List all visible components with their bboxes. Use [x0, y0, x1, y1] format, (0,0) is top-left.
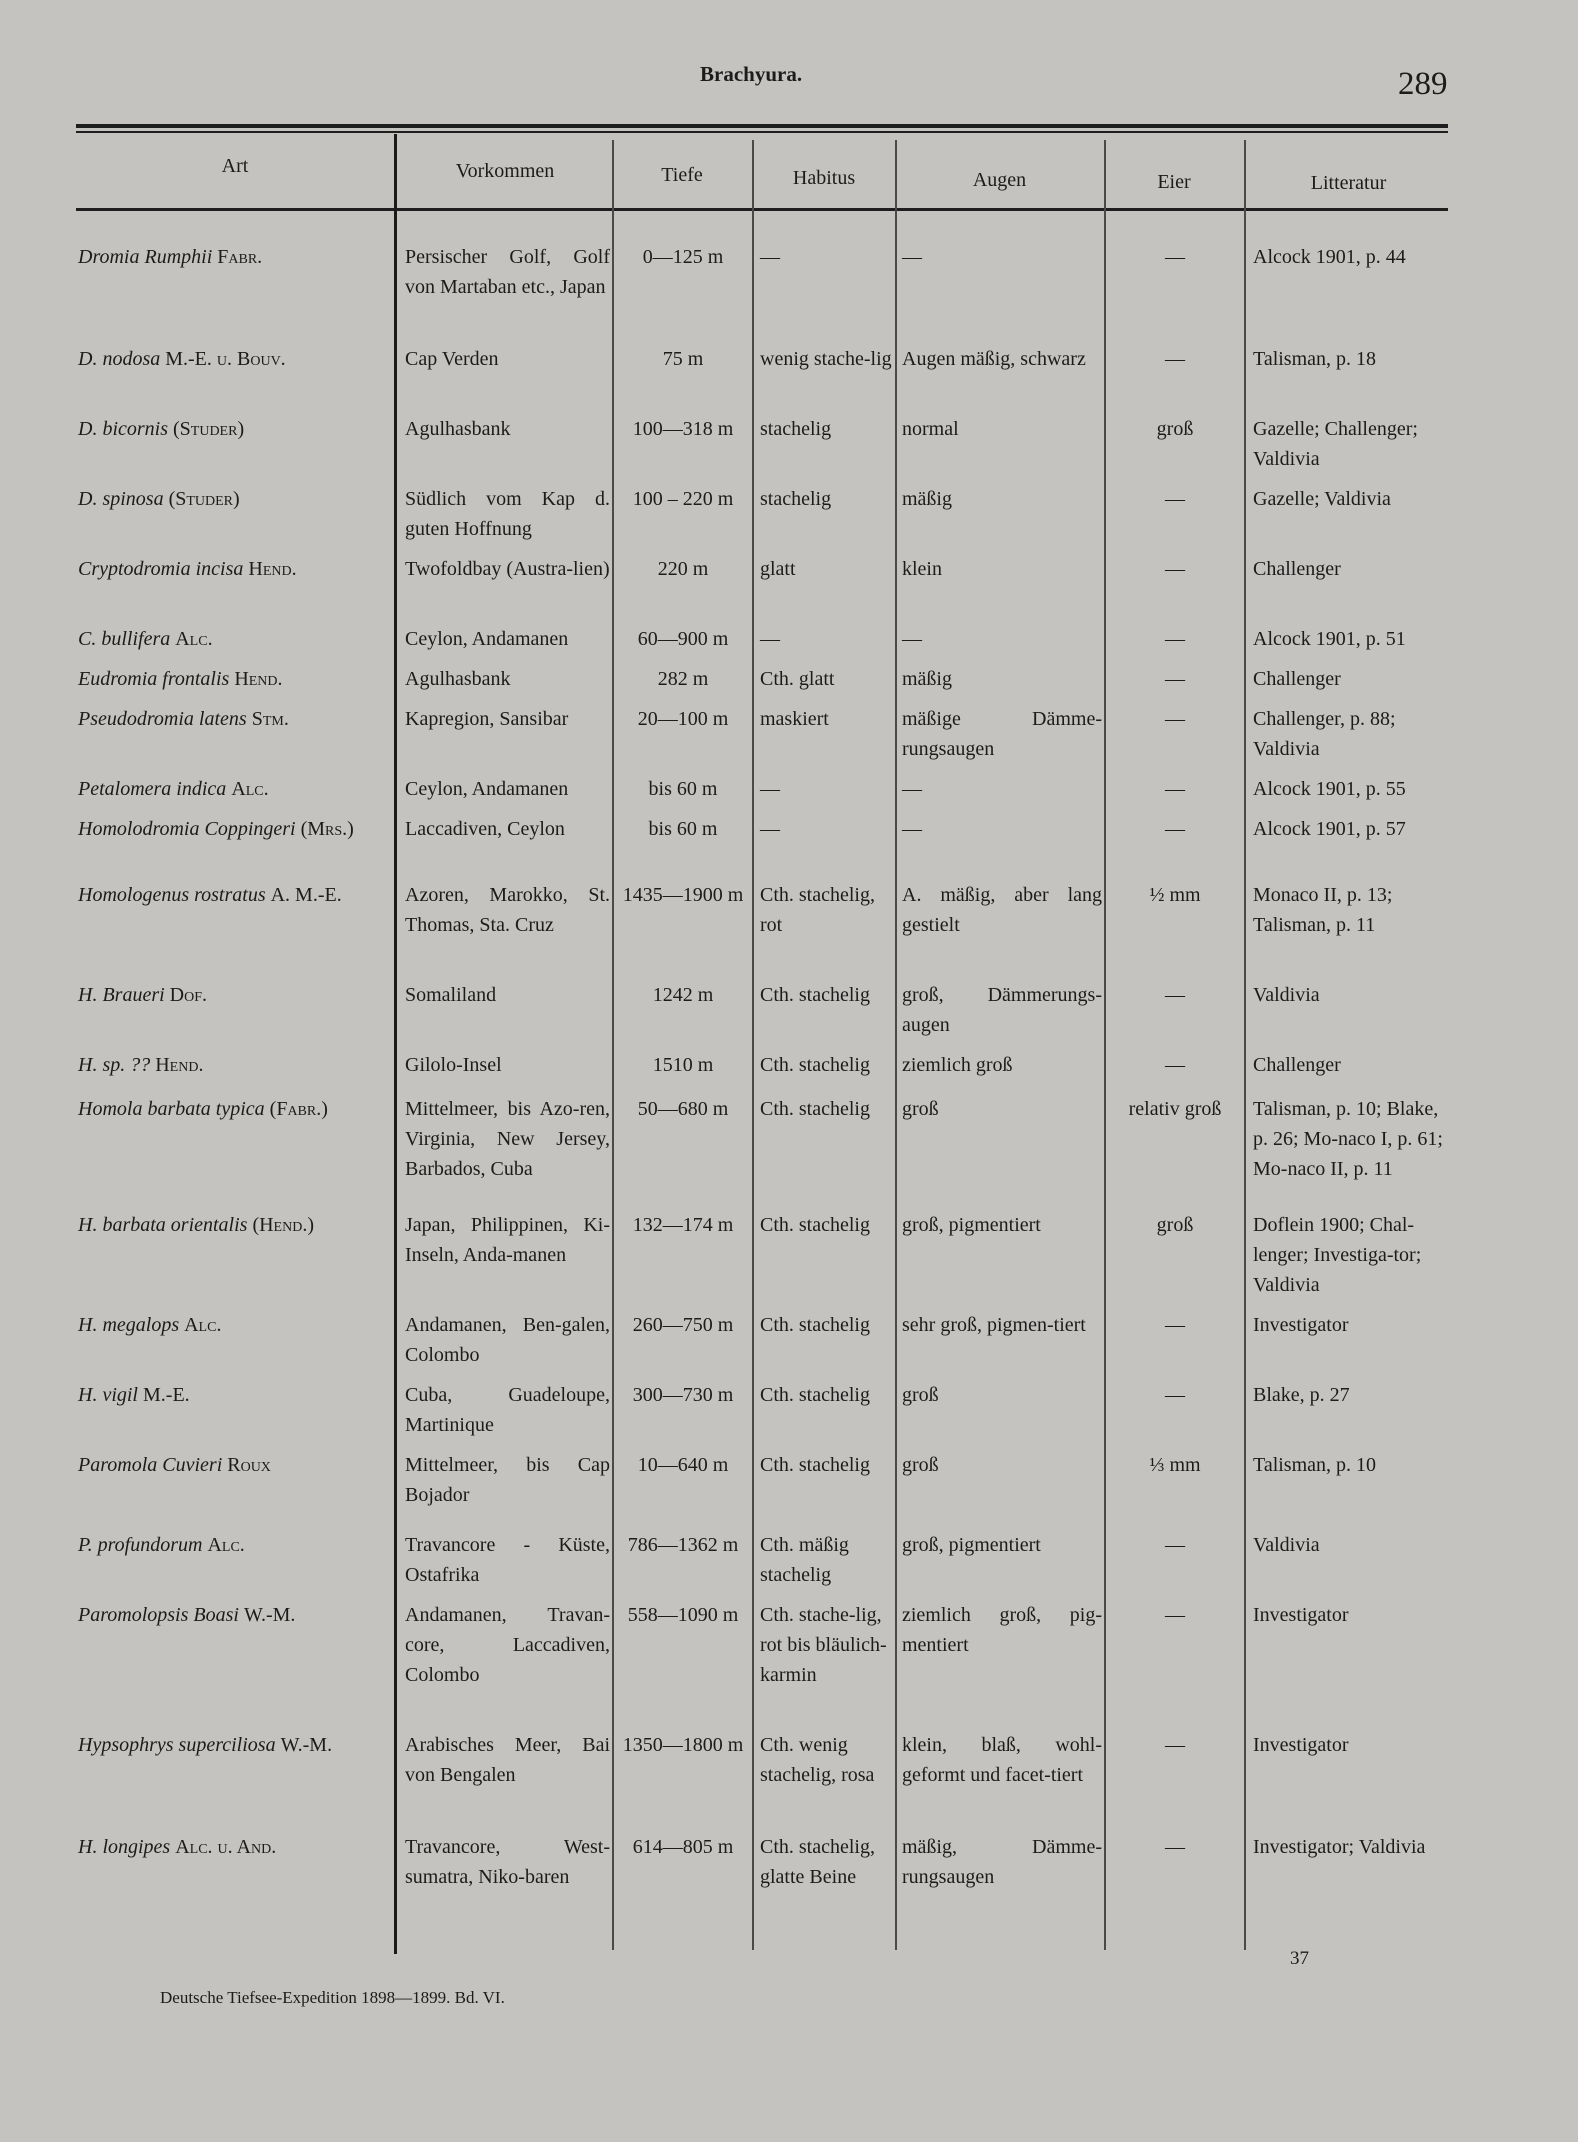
habitus-cell: Cth. glatt [760, 668, 835, 690]
occurrence-cell: Twofoldbay (Austra-lien) [405, 558, 610, 580]
species-name [78, 484, 388, 514]
depth-cell: 20—100 m [637, 708, 729, 730]
eggs-cell: — [1165, 668, 1185, 690]
species-author: A. M.-E. [270, 884, 342, 906]
depth-cell: bis 60 m [648, 778, 718, 800]
literature-cell: Investigator [1253, 1734, 1349, 1756]
species-name [78, 880, 388, 910]
eggs-cell: — [1165, 818, 1185, 840]
occurrence-cell: Agulhasbank [405, 418, 511, 440]
literature-cell: Alcock 1901, p. 44 [1253, 246, 1406, 268]
species-author: Alc. [207, 1534, 245, 1556]
species-author: Stm. [251, 708, 289, 730]
eyes-cell: sehr groß, pigmen-tiert [902, 1314, 1086, 1336]
literature-cell: Talisman, p. 10; Blake, p. 26; Mo-naco I, p. 61; Mo-naco II, p. 11 [1253, 1098, 1443, 1180]
species-name [78, 1310, 388, 1340]
habitus-cell: Cth. mäßig stachelig [760, 1534, 849, 1586]
column-header-art: Art [221, 155, 249, 177]
occurrence-cell: Andamanen, Travan-core, Laccadiven, Colombo [405, 1604, 610, 1686]
column-divider [895, 140, 897, 1950]
species-name-text: D. spinosa [78, 488, 164, 510]
eggs-cell: ⅓ mm [1149, 1454, 1201, 1476]
habitus-cell: — [760, 778, 780, 800]
eggs-cell: — [1165, 1604, 1185, 1626]
species-author: W.-M. [280, 1734, 333, 1756]
species-name [78, 774, 388, 804]
species-name-text: Eudromia frontalis [78, 668, 230, 690]
depth-cell: 0—125 m [642, 246, 724, 268]
column-divider [752, 140, 754, 1950]
species-author: M.-E. u. Bouv. [165, 348, 286, 370]
species-name-text: Petalomera indica [78, 778, 227, 800]
top-rule-thin [76, 131, 1448, 133]
species-author: Alc. u. And. [175, 1836, 277, 1858]
occurrence-cell: Japan, Philippinen, Ki-Inseln, Anda-manen [405, 1214, 610, 1266]
habitus-cell: Cth. stachelig [760, 1098, 870, 1120]
species-name [78, 1600, 388, 1630]
depth-cell: 60—900 m [637, 628, 729, 650]
species-author: Alc. [231, 778, 269, 800]
species-author: Roux [227, 1454, 271, 1476]
habitus-cell: wenig stache-lig [760, 348, 892, 370]
literature-cell: Gazelle; Challenger; Valdivia [1253, 418, 1418, 470]
species-name [78, 624, 388, 654]
eyes-cell: ziemlich groß, pig-mentiert [902, 1604, 1102, 1656]
eggs-cell: relativ groß [1128, 1098, 1222, 1120]
species-author: (Hend.) [252, 1214, 314, 1236]
literature-cell: Challenger [1253, 558, 1341, 580]
eyes-cell: mäßig, Dämme-rungsaugen [902, 1836, 1102, 1888]
literature-cell: Challenger, p. 88; Valdivia [1253, 708, 1396, 760]
species-author: (Studer) [168, 488, 240, 510]
literature-cell: Valdivia [1253, 1534, 1320, 1556]
column-header-augen: Augen [972, 169, 1027, 191]
eyes-cell: groß [902, 1384, 939, 1406]
eggs-cell: — [1165, 1314, 1185, 1336]
literature-cell: Valdivia [1253, 984, 1320, 1006]
habitus-cell: Cth. stachelig [760, 1454, 870, 1476]
habitus-cell: Cth. stachelig [760, 1314, 870, 1336]
species-name-text: Paromolopsis Boasi [78, 1604, 239, 1626]
column-header-vorkommen: Vorkommen [455, 160, 555, 182]
depth-cell: 1510 m [652, 1054, 714, 1076]
eggs-cell: groß [1156, 418, 1194, 440]
eggs-cell: — [1165, 558, 1185, 580]
species-name-text: Pseudodromia latens [78, 708, 247, 730]
species-author: Alc. [175, 628, 213, 650]
species-name [78, 1832, 388, 1862]
eyes-cell: — [902, 778, 922, 800]
eyes-cell: mäßige Dämme-rungsaugen [902, 708, 1102, 760]
eyes-cell: normal [902, 418, 959, 440]
occurrence-cell: Cuba, Guadeloupe, Martinique [405, 1384, 610, 1436]
species-name-text: Hypsophrys superciliosa [78, 1734, 276, 1756]
habitus-cell: — [760, 818, 780, 840]
species-author: Hend. [234, 668, 283, 690]
species-name-text: Paromola Cuvieri [78, 1454, 223, 1476]
species-name-text: D. nodosa [78, 348, 161, 370]
species-name-text: H. Braueri [78, 984, 165, 1006]
species-author: (Fabr.) [269, 1098, 328, 1120]
eyes-cell: groß, pigmentiert [902, 1534, 1041, 1556]
column-divider [1244, 140, 1246, 1950]
species-name-text: H. vigil [78, 1384, 138, 1406]
depth-cell: 786—1362 m [627, 1534, 739, 1556]
species-name-text: Dromia Rumphii [78, 246, 213, 268]
species-name-text: H. sp. ?? [78, 1054, 151, 1076]
eyes-cell: ziemlich groß [902, 1054, 1013, 1076]
literature-cell: Challenger [1253, 668, 1341, 690]
species-name-text: Homologenus rostratus [78, 884, 266, 906]
habitus-cell: stachelig [760, 418, 832, 440]
habitus-cell: — [760, 628, 780, 650]
species-name [78, 1730, 388, 1760]
species-name-text: D. bicornis [78, 418, 168, 440]
occurrence-cell: Ceylon, Andamanen [405, 778, 569, 800]
habitus-cell: Cth. stache-lig, rot bis bläulich-karmin [760, 1604, 887, 1686]
literature-cell: Alcock 1901, p. 55 [1253, 778, 1406, 800]
literature-cell: Investigator; Valdivia [1253, 1836, 1426, 1858]
occurrence-cell: Südlich vom Kap d. guten Hoffnung [405, 488, 610, 540]
literature-cell: Monaco II, p. 13; Talisman, p. 11 [1253, 884, 1393, 936]
column-divider [1104, 140, 1106, 1950]
occurrence-cell: Laccadiven, Ceylon [405, 818, 565, 840]
literature-cell: Talisman, p. 18 [1253, 348, 1377, 370]
species-name [78, 554, 388, 584]
eyes-cell: groß [902, 1098, 939, 1120]
eyes-cell: groß, Dämmerungs-augen [902, 984, 1102, 1036]
habitus-cell: maskiert [760, 708, 829, 730]
depth-cell: 1242 m [652, 984, 714, 1006]
literature-cell: Talisman, p. 10 [1253, 1454, 1377, 1476]
depth-cell: 132—174 m [632, 1214, 734, 1236]
species-name-text: C. bullifera [78, 628, 171, 650]
occurrence-cell: Azoren, Marokko, St. Thomas, Sta. Cruz [405, 884, 610, 936]
depth-cell: 1350—1800 m [622, 1734, 744, 1756]
eyes-cell: — [902, 246, 922, 268]
species-name [78, 980, 388, 1010]
eggs-cell: — [1165, 1836, 1185, 1858]
habitus-cell: — [760, 246, 780, 268]
depth-cell: 10—640 m [637, 1454, 729, 1476]
occurrence-cell: Mittelmeer, bis Cap Bojador [405, 1454, 610, 1506]
occurrence-cell: Somaliland [405, 984, 497, 1006]
species-name-text: H. barbata orientalis [78, 1214, 248, 1236]
publication-footer: Deutsche Tiefsee-Expedition 1898—1899. Bd. VI. [160, 1988, 505, 2007]
occurrence-cell: Gilolo-Insel [405, 1054, 502, 1076]
column-divider [394, 134, 397, 1954]
literature-cell: Challenger [1253, 1054, 1341, 1076]
literature-cell: Investigator [1253, 1604, 1349, 1626]
eyes-cell: mäßig [902, 488, 952, 510]
top-rule [76, 124, 1448, 128]
eyes-cell: groß [902, 1454, 939, 1476]
eyes-cell: A. mäßig, aber lang gestielt [902, 884, 1102, 936]
species-name-text: Homola barbata typica [78, 1098, 265, 1120]
species-name-text: Cryptodromia incisa [78, 558, 244, 580]
eyes-cell: klein, blaß, wohl-geformt und facet-tiert [902, 1734, 1102, 1786]
literature-cell: Alcock 1901, p. 57 [1253, 818, 1406, 840]
running-title: Brachyura. [700, 62, 803, 86]
occurrence-cell: Arabisches Meer, Bai von Bengalen [405, 1734, 610, 1786]
literature-cell: Doflein 1900; Chal-lenger; Investiga-tor; Valdivia [1253, 1214, 1422, 1296]
depth-cell: 100 – 220 m [632, 488, 734, 510]
habitus-cell: Cth. stachelig [760, 1214, 870, 1236]
depth-cell: 100—318 m [632, 418, 734, 440]
eggs-cell: — [1165, 1384, 1185, 1406]
species-name [78, 414, 388, 444]
habitus-cell: Cth. stachelig, rot [760, 884, 875, 936]
eyes-cell: — [902, 818, 922, 840]
species-name-text: H. megalops [78, 1314, 180, 1336]
occurrence-cell: Ceylon, Andamanen [405, 628, 569, 650]
eyes-cell: mäßig [902, 668, 952, 690]
species-author: Hend. [248, 558, 297, 580]
depth-cell: 1435—1900 m [622, 884, 744, 906]
depth-cell: 50—680 m [637, 1098, 729, 1120]
literature-cell: Blake, p. 27 [1253, 1384, 1350, 1406]
depth-cell: bis 60 m [648, 818, 718, 840]
species-author: Dof. [169, 984, 208, 1006]
eggs-cell: — [1165, 348, 1185, 370]
species-author: Alc. [184, 1314, 222, 1336]
literature-cell: Gazelle; Valdivia [1253, 488, 1391, 510]
species-name [78, 1450, 388, 1480]
species-name [78, 1380, 388, 1410]
eyes-cell: groß, pigmentiert [902, 1214, 1041, 1236]
species-name [78, 664, 388, 694]
depth-cell: 614—805 m [632, 1836, 734, 1858]
occurrence-cell: Persischer Golf, Golf von Martaban etc., Japan [405, 246, 610, 298]
occurrence-cell: Mittelmeer, bis Azo-ren, Virginia, New Jersey, Barbados, Cuba [405, 1098, 610, 1180]
depth-cell: 282 m [657, 668, 709, 690]
occurrence-cell: Travancore, West-sumatra, Niko-baren [405, 1836, 610, 1888]
eggs-cell: ½ mm [1149, 884, 1201, 906]
species-author: Fabr. [217, 246, 263, 268]
species-name [78, 242, 388, 272]
species-name-text: P. profundorum [78, 1534, 203, 1556]
species-name [78, 704, 388, 734]
column-header-litteratur: Litteratur [1310, 172, 1387, 194]
sheet-signature: 37 [1290, 1948, 1309, 1969]
eggs-cell: groß [1156, 1214, 1194, 1236]
eggs-cell: — [1165, 488, 1185, 510]
depth-cell: 260—750 m [632, 1314, 734, 1336]
header-bottom-rule [76, 208, 1448, 211]
eyes-cell: — [902, 628, 922, 650]
species-name [78, 1050, 388, 1080]
depth-cell: 75 m [662, 348, 704, 370]
eyes-cell: Augen mäßig, schwarz [902, 348, 1086, 370]
literature-cell: Investigator [1253, 1314, 1349, 1336]
species-name [78, 344, 388, 374]
habitus-cell: Cth. stachelig, glatte Beine [760, 1836, 875, 1888]
eggs-cell: — [1165, 1534, 1185, 1556]
eggs-cell: — [1165, 778, 1185, 800]
column-header-tiefe: Tiefe [661, 164, 703, 186]
depth-cell: 220 m [657, 558, 709, 580]
column-header-eier: Eier [1157, 171, 1191, 193]
occurrence-cell: Andamanen, Ben-galen, Colombo [405, 1314, 610, 1366]
species-author: W.-M. [243, 1604, 296, 1626]
species-name [78, 1530, 388, 1560]
eggs-cell: — [1165, 1734, 1185, 1756]
species-author: Hend. [155, 1054, 204, 1076]
habitus-cell: glatt [760, 558, 796, 580]
habitus-cell: Cth. stachelig [760, 1384, 870, 1406]
habitus-cell: Cth. stachelig [760, 984, 870, 1006]
species-name-text: Homolodromia Coppingeri [78, 818, 296, 840]
occurrence-cell: Agulhasbank [405, 668, 511, 690]
occurrence-cell: Kapregion, Sansibar [405, 708, 569, 730]
page-number: 289 [1398, 66, 1448, 102]
habitus-cell: Cth. wenig stachelig, rosa [760, 1734, 875, 1786]
depth-cell: 558—1090 m [627, 1604, 739, 1626]
eyes-cell: klein [902, 558, 942, 580]
eggs-cell: — [1165, 984, 1185, 1006]
species-author: (Mrs.) [300, 818, 354, 840]
species-author: (Studer) [173, 418, 245, 440]
occurrence-cell: Cap Verden [405, 348, 499, 370]
column-header-habitus: Habitus [792, 167, 856, 189]
species-author: M.-E. [143, 1384, 190, 1406]
species-name [78, 1094, 388, 1124]
depth-cell: 300—730 m [632, 1384, 734, 1406]
species-name [78, 1210, 388, 1240]
eggs-cell: — [1165, 708, 1185, 730]
eggs-cell: — [1165, 1054, 1185, 1076]
column-divider [612, 140, 614, 1950]
species-name-text: H. longipes [78, 1836, 171, 1858]
species-name [78, 814, 388, 844]
eggs-cell: — [1165, 246, 1185, 268]
eggs-cell: — [1165, 628, 1185, 650]
habitus-cell: Cth. stachelig [760, 1054, 870, 1076]
occurrence-cell: Travancore - Küste, Ostafrika [405, 1534, 610, 1586]
literature-cell: Alcock 1901, p. 51 [1253, 628, 1406, 650]
habitus-cell: stachelig [760, 488, 832, 510]
